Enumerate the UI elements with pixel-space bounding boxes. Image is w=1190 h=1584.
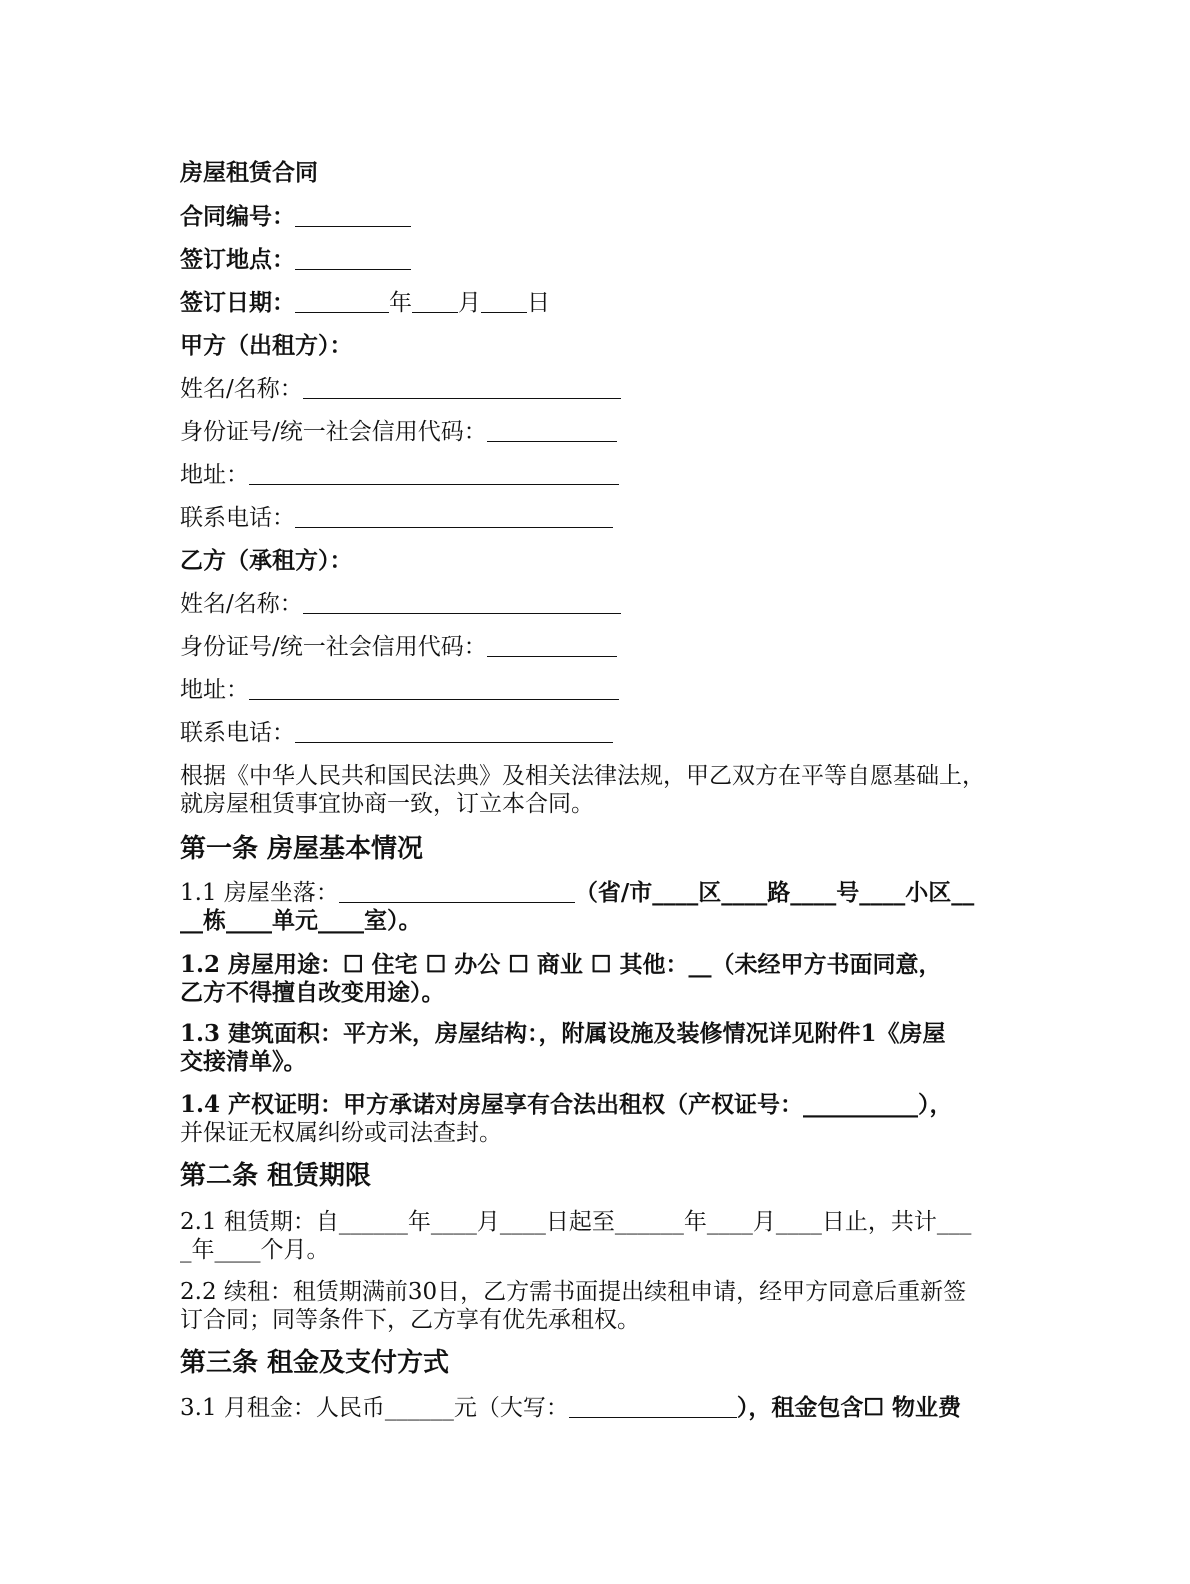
party-b-phone-blank[interactable] [295, 720, 613, 743]
party-b-phone-row [180, 718, 613, 748]
party-a-phone-label: 联系电话： [180, 505, 295, 531]
party-b-id-blank[interactable] [487, 634, 617, 657]
clause-1-1-line-1 [180, 878, 974, 908]
clause-1-4-line-1: 1.4 产权证明：甲方承诺对房屋享有合法出租权（产权证号：__________）， [180, 1091, 953, 1118]
clause-2-1-line-1: 2.1 租赁期：自______年____月____日起至______年____月____日止，共计___ [180, 1209, 972, 1235]
sign-year-blank[interactable] [295, 290, 389, 313]
month-text: 月 [458, 290, 481, 316]
document-title: 房屋租赁合同 [180, 159, 318, 186]
clause-3-1-line-1 [180, 1393, 961, 1423]
party-b-name-blank[interactable] [303, 591, 621, 614]
party-b-id-row [180, 632, 617, 662]
clause-3-1-includes: 租金包含☐ 物业费 [771, 1394, 962, 1421]
party-a-id-label: 身份证号/统一社会信用代码： [180, 419, 487, 445]
contract-number-label: 合同编号： [180, 203, 295, 230]
clause-1-1-address-parts: （省/市____区____路____号____小区__ [574, 879, 975, 906]
party-a-address-row [180, 460, 619, 490]
sign-date-row [180, 288, 550, 318]
preamble-line-1: 根据《中华人民共和国民法典》及相关法律法规，甲乙双方在平等自愿基础上， [180, 763, 985, 789]
party-a-id-blank[interactable] [487, 419, 617, 442]
preamble-line-2: 就房屋租赁事宜协商一致，订立本合同。 [180, 791, 594, 817]
party-b-address-row [180, 675, 619, 705]
sign-date-label: 签订日期： [180, 289, 295, 316]
party-b-id-label: 身份证号/统一社会信用代码： [180, 634, 487, 660]
clause-1-2-line-2: 乙方不得擅自改变用途）。 [180, 979, 445, 1006]
party-b-name-row [180, 589, 621, 619]
rent-capital-blank[interactable] [569, 1395, 737, 1418]
clause-2-2-line-1: 2.2 续租：租赁期满前30日，乙方需书面提出续租申请，经甲方同意后重新签 [180, 1279, 967, 1305]
sign-day-blank[interactable] [481, 290, 527, 313]
party-a-id-row [180, 417, 617, 447]
sign-place-label: 签订地点： [180, 246, 295, 273]
contract-number-blank[interactable] [295, 204, 411, 227]
party-a-name-blank[interactable] [303, 376, 621, 399]
clause-3-1-close: ）， [736, 1394, 772, 1421]
contract-number-row [180, 202, 411, 232]
party-a-name-label: 姓名/名称： [180, 376, 303, 402]
party-a-heading: 甲方（出租方）： [180, 332, 353, 359]
party-b-name-label: 姓名/名称： [180, 591, 303, 617]
clause-1-4-line-2: 并保证无权属纠纷或司法查封。 [180, 1120, 502, 1146]
house-location-blank[interactable] [339, 880, 575, 903]
party-a-phone-blank[interactable] [295, 505, 613, 528]
clause-1-1-label: 1.1 房屋坐落： [180, 880, 339, 906]
clause-3-1-rent-label: 3.1 月租金：人民币______元（大写： [180, 1395, 569, 1421]
clause-2-2-line-2: 订合同；同等条件下，乙方享有优先承租权。 [180, 1307, 640, 1333]
article-2-heading: 第二条 租赁期限 [180, 1161, 372, 1191]
clause-2-1-line-2: _年____个月。 [180, 1237, 330, 1263]
party-b-heading: 乙方（承租方）： [180, 547, 353, 574]
party-b-address-label: 地址： [180, 677, 249, 703]
party-a-address-label: 地址： [180, 462, 249, 488]
clause-1-1-line-2: __栋____单元____室）。 [180, 907, 422, 934]
sign-month-blank[interactable] [412, 290, 458, 313]
sign-place-row [180, 245, 411, 275]
year-text: 年 [389, 290, 412, 316]
party-b-phone-label: 联系电话： [180, 720, 295, 746]
clause-1-2-line-1: 1.2 房屋用途：☐ 住宅 ☐ 办公 ☐ 商业 ☐ 其他：__（未经甲方书面同意， [180, 951, 942, 978]
party-b-address-blank[interactable] [249, 677, 619, 700]
clause-1-3-line-1: 1.3 建筑面积：平方米，房屋结构：，附属设施及装修情况详见附件1《房屋 [180, 1020, 946, 1047]
day-text: 日 [527, 290, 550, 316]
clause-1-3-line-2: 交接清单》。 [180, 1048, 307, 1075]
party-a-phone-row [180, 503, 613, 533]
party-a-address-blank[interactable] [249, 462, 619, 485]
sign-place-blank[interactable] [295, 247, 411, 270]
article-1-heading: 第一条 房屋基本情况 [180, 834, 424, 864]
article-3-heading: 第三条 租金及支付方式 [180, 1348, 450, 1378]
party-a-name-row [180, 374, 621, 404]
